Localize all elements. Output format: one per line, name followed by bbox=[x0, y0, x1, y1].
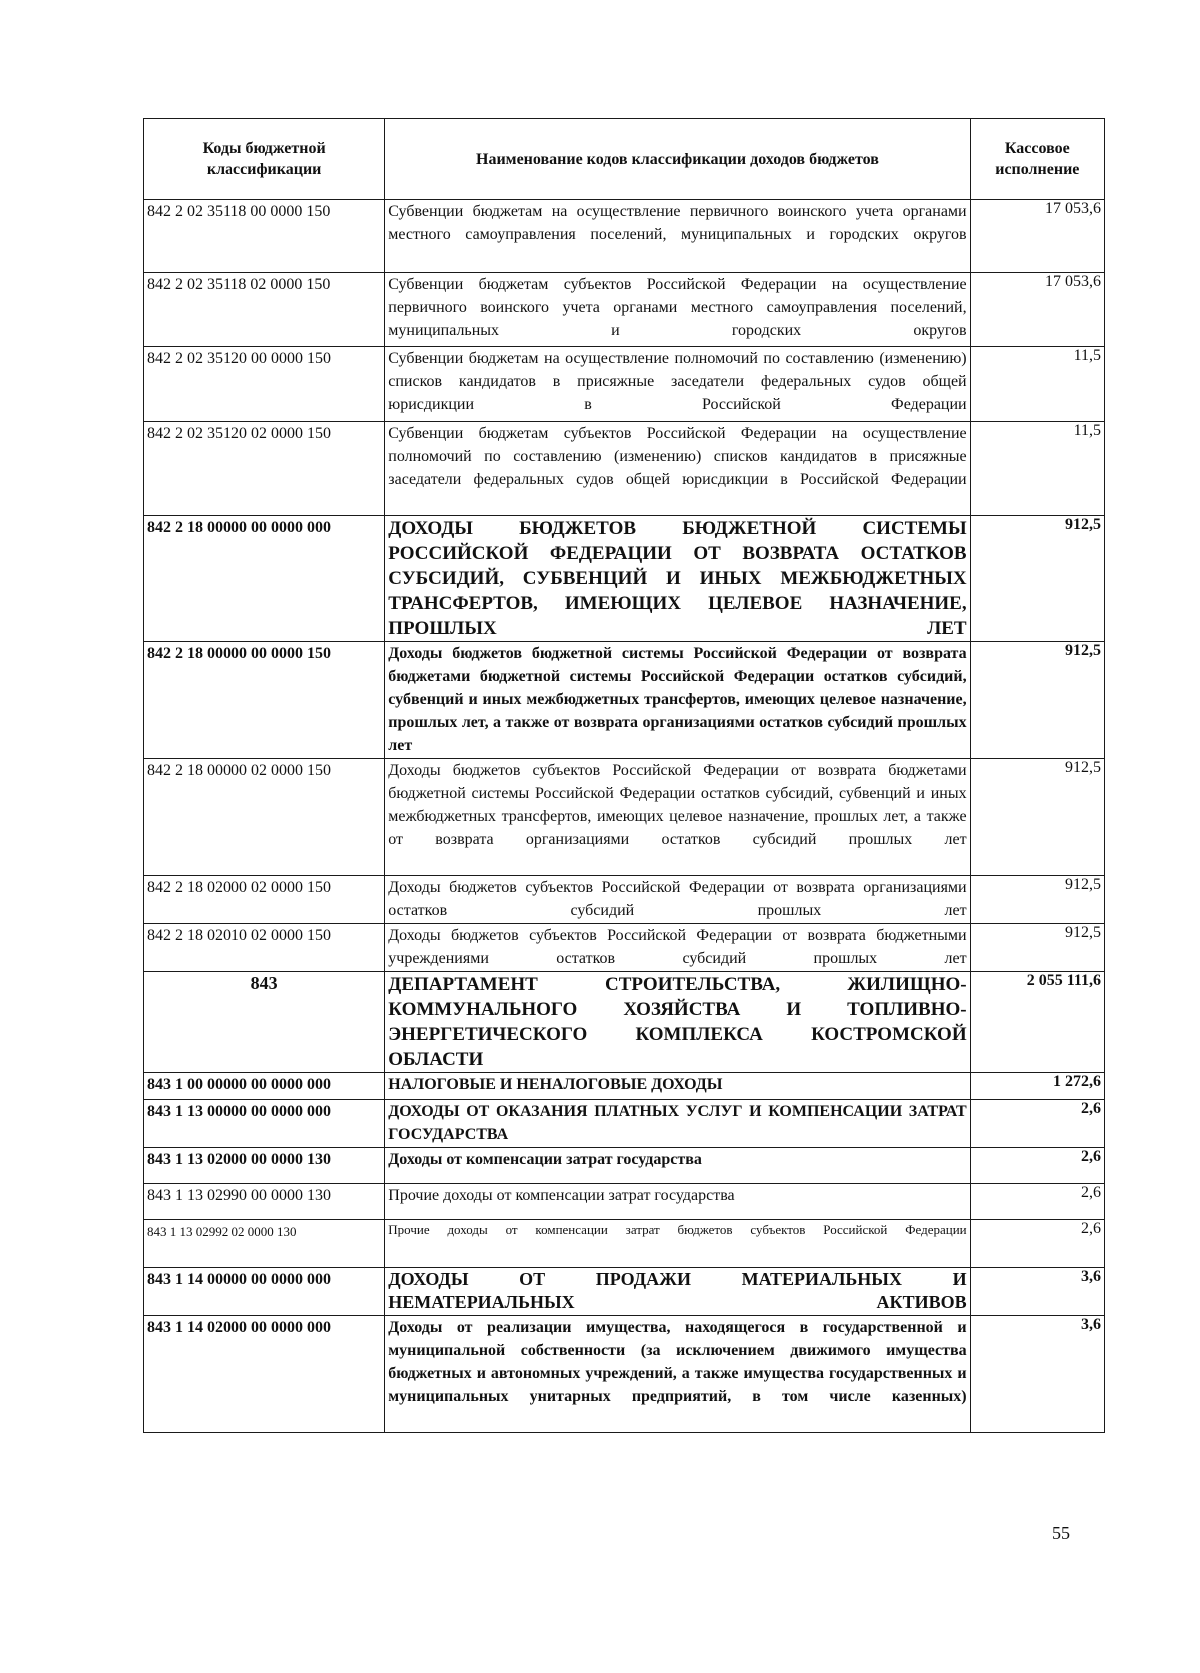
table-row bbox=[144, 1148, 1105, 1184]
row-name: ДОХОДЫ ОТ ПРОДАЖИ МАТЕРИАЛЬНЫХ И НЕМАТЕРИАЛЬНЫХ АКТИВОВ bbox=[385, 1268, 970, 1316]
row-code: 842 2 18 02010 02 0000 150 bbox=[144, 924, 385, 972]
row-name: Субвенции бюджетам субъектов Российской Федерации на осуществление полномочий по составлению (изменению) списков кандидатов в присяжные заседатели федеральных судов общей юрисдикции в Российской Федерации bbox=[385, 422, 970, 516]
table-row bbox=[144, 1220, 1105, 1268]
table-row bbox=[144, 516, 1105, 642]
row-code: 842 2 02 35118 02 0000 150 bbox=[144, 273, 385, 347]
table-row bbox=[144, 924, 1105, 972]
page-number: 55 bbox=[1052, 1523, 1070, 1543]
row-code: 843 bbox=[144, 972, 385, 1073]
row-amount: 2,6 bbox=[970, 1100, 1104, 1148]
row-name: Доходы от реализации имущества, находящегося в государственной и муниципальной собственности (за исключением движимого имущества бюджетных и автономных учреждений, а также имущества государственных и муниципальных унитарных предприятий, в том числе казенных) bbox=[385, 1316, 970, 1433]
row-code: 842 2 02 35120 00 0000 150 bbox=[144, 347, 385, 422]
row-amount: 2,6 bbox=[970, 1184, 1104, 1220]
table-row bbox=[144, 876, 1105, 924]
row-amount: 17 053,6 bbox=[970, 200, 1104, 273]
table-row bbox=[144, 273, 1105, 347]
row-code: 842 2 18 02000 02 0000 150 bbox=[144, 876, 385, 924]
row-amount: 3,6 bbox=[970, 1316, 1104, 1433]
row-amount: 2,6 bbox=[970, 1148, 1104, 1184]
row-code: 842 2 18 00000 02 0000 150 bbox=[144, 759, 385, 876]
header-code: Коды бюджетной классификации bbox=[144, 119, 385, 200]
header-name: Наименование кодов классификации доходов бюджетов bbox=[385, 119, 970, 200]
row-amount: 2 055 111,6 bbox=[970, 972, 1104, 1073]
row-code: 843 1 13 00000 00 0000 000 bbox=[144, 1100, 385, 1148]
row-name: Доходы бюджетов бюджетной системы Российской Федерации от возврата бюджетами бюджетной системы Российской Федерации остатков субсидий, субвенций и иных межбюджетных трансфертов, имеющих целевое назначение, прошлых лет, а также от возврата организациями остатков субсидий прошлых лет bbox=[385, 642, 970, 759]
header-amount: Кассовое исполнение bbox=[970, 119, 1104, 200]
row-amount: 912,5 bbox=[970, 759, 1104, 876]
row-code: 842 2 18 00000 00 0000 000 bbox=[144, 516, 385, 642]
row-name: ДОХОДЫ БЮДЖЕТОВ БЮДЖЕТНОЙ СИСТЕМЫ РОССИЙСКОЙ ФЕДЕРАЦИИ ОТ ВОЗВРАТА ОСТАТКОВ СУБСИДИЙ, СУБВЕНЦИЙ И ИНЫХ МЕЖБЮДЖЕТНЫХ ТРАНСФЕРТОВ, ИМЕЮЩИХ ЦЕЛЕВОЕ НАЗНАЧЕНИЕ, ПРОШЛЫХ ЛЕТ bbox=[385, 516, 970, 642]
row-amount: 11,5 bbox=[970, 422, 1104, 516]
row-amount: 912,5 bbox=[970, 516, 1104, 642]
row-code: 842 2 18 00000 00 0000 150 bbox=[144, 642, 385, 759]
row-amount: 17 053,6 bbox=[970, 273, 1104, 347]
row-amount: 912,5 bbox=[970, 876, 1104, 924]
table-row bbox=[144, 1100, 1105, 1148]
row-code: 843 1 14 00000 00 0000 000 bbox=[144, 1268, 385, 1316]
table-row bbox=[144, 759, 1105, 876]
row-amount: 912,5 bbox=[970, 924, 1104, 972]
table-row bbox=[144, 1316, 1105, 1433]
row-name: Доходы от компенсации затрат государства bbox=[385, 1148, 970, 1184]
table-row bbox=[144, 642, 1105, 759]
row-name: ДОХОДЫ ОТ ОКАЗАНИЯ ПЛАТНЫХ УСЛУГ И КОМПЕНСАЦИИ ЗАТРАТ ГОСУДАРСТВА bbox=[385, 1100, 970, 1148]
row-name: Прочие доходы от компенсации затрат бюджетов субъектов Российской Федерации bbox=[385, 1220, 970, 1268]
table-row bbox=[144, 422, 1105, 516]
table-header-row bbox=[144, 119, 1105, 200]
table-row bbox=[144, 1268, 1105, 1316]
row-amount: 1 272,6 bbox=[970, 1073, 1104, 1100]
row-code: 842 2 02 35120 02 0000 150 bbox=[144, 422, 385, 516]
row-name: НАЛОГОВЫЕ И НЕНАЛОГОВЫЕ ДОХОДЫ bbox=[385, 1073, 970, 1100]
row-code: 843 1 13 02990 00 0000 130 bbox=[144, 1184, 385, 1220]
row-code: 843 1 14 02000 00 0000 000 bbox=[144, 1316, 385, 1433]
row-code: 843 1 00 00000 00 0000 000 bbox=[144, 1073, 385, 1100]
table-row bbox=[144, 347, 1105, 422]
row-amount: 2,6 bbox=[970, 1220, 1104, 1268]
table-row bbox=[144, 200, 1105, 273]
row-name: Прочие доходы от компенсации затрат государства bbox=[385, 1184, 970, 1220]
row-name: Доходы бюджетов субъектов Российской Федерации от возврата бюджетами бюджетной системы Российской Федерации остатков субсидий, субвенций и иных межбюджетных трансфертов, имеющих целевое назначение, прошлых лет, а также от возврата организациями остатков субсидий прошлых лет bbox=[385, 759, 970, 876]
row-amount: 912,5 bbox=[970, 642, 1104, 759]
row-name: ДЕПАРТАМЕНТ СТРОИТЕЛЬСТВА, ЖИЛИЩНО-КОММУНАЛЬНОГО ХОЗЯЙСТВА И ТОПЛИВНО-ЭНЕРГЕТИЧЕСКОГО КОМПЛЕКСА КОСТРОМСКОЙ ОБЛАСТИ bbox=[385, 972, 970, 1073]
table-row bbox=[144, 1184, 1105, 1220]
row-amount: 3,6 bbox=[970, 1268, 1104, 1316]
table-row bbox=[144, 1073, 1105, 1100]
row-code: 843 1 13 02000 00 0000 130 bbox=[144, 1148, 385, 1184]
row-code: 843 1 13 02992 02 0000 130 bbox=[144, 1220, 385, 1268]
row-name: Субвенции бюджетам на осуществление первичного воинского учета органами местного самоуправления поселений, муниципальных и городских округов bbox=[385, 200, 970, 273]
row-name: Субвенции бюджетам субъектов Российской Федерации на осуществление первичного воинского учета органами местного самоуправления поселений, муниципальных и городских округов bbox=[385, 273, 970, 347]
row-name: Доходы бюджетов субъектов Российской Федерации от возврата бюджетными учреждениями остатков субсидий прошлых лет bbox=[385, 924, 970, 972]
row-amount: 11,5 bbox=[970, 347, 1104, 422]
row-name: Доходы бюджетов субъектов Российской Федерации от возврата организациями остатков субсидий прошлых лет bbox=[385, 876, 970, 924]
row-name: Субвенции бюджетам на осуществление полномочий по составлению (изменению) списков кандидатов в присяжные заседатели федеральных судов общей юрисдикции в Российской Федерации bbox=[385, 347, 970, 422]
row-code: 842 2 02 35118 00 0000 150 bbox=[144, 200, 385, 273]
table-row bbox=[144, 972, 1105, 1073]
budget-revenue-table bbox=[143, 118, 1105, 1433]
